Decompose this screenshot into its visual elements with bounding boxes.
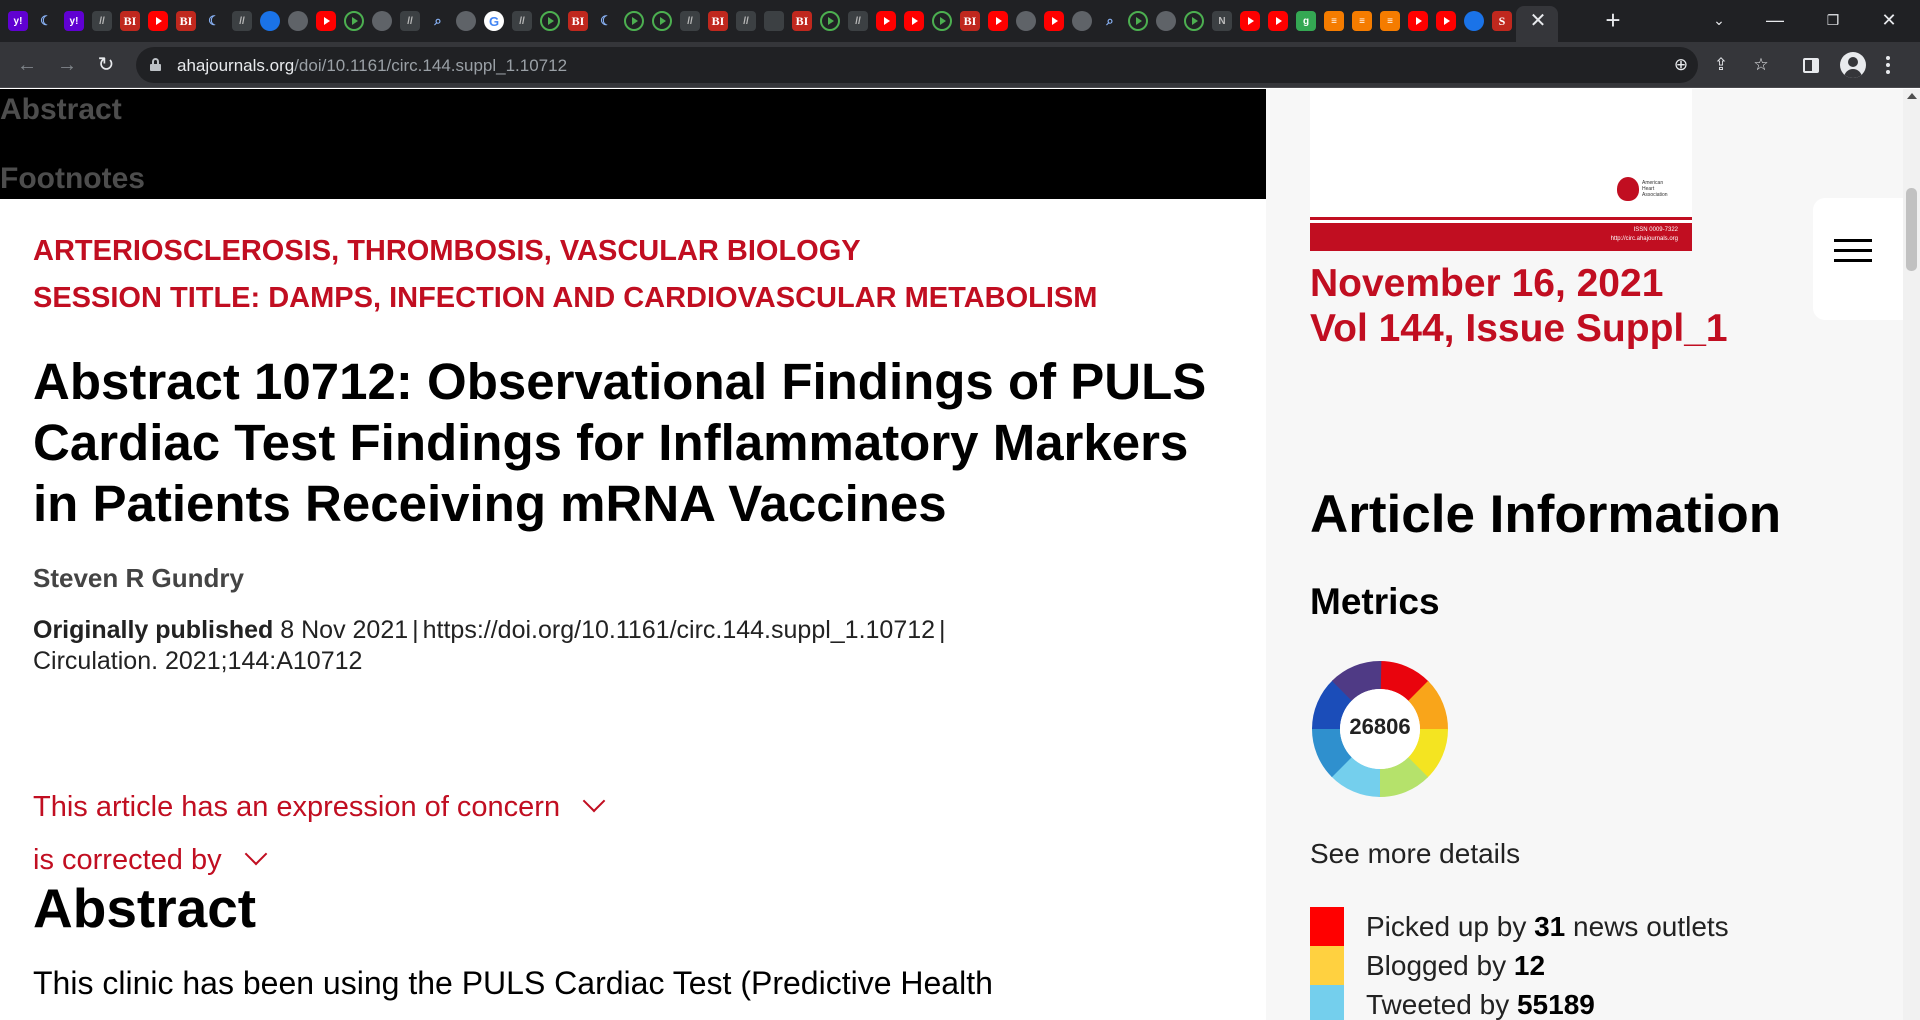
globe-icon[interactable] [288, 11, 308, 31]
youtube-icon[interactable] [148, 11, 168, 31]
address-bar[interactable] [136, 47, 1769, 83]
mention-label: Picked up by 31 news outlets [1366, 911, 1729, 942]
business-insider-icon[interactable]: BI [960, 11, 980, 31]
news-icon[interactable]: N [1212, 11, 1232, 31]
profile-avatar-icon[interactable] [1840, 52, 1866, 78]
youtube-icon[interactable] [876, 11, 896, 31]
chevron-down-icon [244, 843, 267, 866]
web-page [0, 89, 1920, 1020]
see-more-details-link[interactable]: See more details [1310, 838, 1521, 869]
close-window-icon[interactable]: ✕ [1881, 10, 1897, 30]
mention-color-swatch [1310, 946, 1344, 985]
zoom-icon[interactable]: ⊕ [1673, 55, 1689, 74]
journal-cover-image[interactable] [1310, 89, 1692, 251]
abstract-heading: Abstract [33, 877, 257, 939]
reload-button[interactable]: ↻ [97, 54, 115, 76]
microphone-icon[interactable] [1436, 11, 1456, 31]
aha-logo [1617, 177, 1675, 207]
mention-row[interactable] [1310, 907, 1830, 946]
microphone-icon[interactable] [1044, 11, 1064, 31]
active-tab-icon[interactable]: S [1492, 11, 1512, 31]
document-icon[interactable]: // [92, 11, 112, 31]
metrics-heading: Metrics [1310, 581, 1440, 622]
nav-link-abstract[interactable]: Abstract [0, 93, 122, 126]
mention-color-swatch [1310, 907, 1344, 946]
chat-icon[interactable] [1464, 11, 1484, 31]
document-icon[interactable]: // [400, 11, 420, 31]
business-insider-icon[interactable]: BI [568, 11, 588, 31]
mention-color-swatch [1310, 985, 1344, 1020]
business-insider-icon[interactable]: BI [176, 11, 196, 31]
document-icon[interactable]: // [680, 11, 700, 31]
play-icon[interactable] [652, 11, 672, 31]
separator: | [939, 616, 946, 644]
article-information-heading: Article Information [1310, 485, 1782, 544]
chevron-down-icon [583, 790, 606, 813]
play-icon[interactable] [820, 11, 840, 31]
citation: Circulation. 2021;144:A10712 [33, 647, 363, 675]
youtube-icon[interactable] [988, 11, 1008, 31]
document-icon[interactable]: // [512, 11, 532, 31]
url-text[interactable]: ahajournals.org/doi/10.1161/circ.144.suppl_1.10712 [177, 56, 568, 75]
separator: | [412, 616, 419, 644]
minimize-icon[interactable]: — [1766, 10, 1784, 30]
circulation-icon[interactable]: ☾ [40, 13, 52, 28]
altmetric-score: 26806 [1349, 714, 1411, 739]
globe-icon[interactable] [1016, 11, 1036, 31]
youtube-icon[interactable] [1408, 11, 1428, 31]
bookmark-icon[interactable]: ≡ [1352, 11, 1372, 31]
forward-button[interactable]: → [57, 54, 77, 76]
youtube-icon[interactable] [904, 11, 924, 31]
expression-of-concern-label: This article has an expression of concern [33, 791, 561, 823]
mention-label: Blogged by 12 [1366, 950, 1546, 981]
close-tab-icon[interactable]: ✕ [1529, 10, 1547, 32]
document-icon[interactable]: // [736, 11, 756, 31]
new-tab-button[interactable]: + [1605, 5, 1621, 35]
article-title: Abstract 10712: Observational Findings of PULS Cardiac Test Findings for Inflammatory Markers in Patients Receiving mRNA Vaccines [33, 353, 1207, 532]
play-icon[interactable] [1184, 11, 1204, 31]
document-icon[interactable]: // [848, 11, 868, 31]
scrollbar-thumb[interactable] [1906, 188, 1917, 271]
publication-info [33, 615, 1033, 677]
article-sidebar [1266, 89, 1903, 1020]
globe-icon[interactable] [1072, 11, 1092, 31]
side-panel-icon[interactable] [1803, 58, 1819, 73]
play-icon[interactable] [624, 11, 644, 31]
youtube-icon[interactable] [1240, 11, 1260, 31]
business-insider-icon[interactable]: BI [708, 11, 728, 31]
business-insider-icon[interactable]: BI [120, 11, 140, 31]
yahoo-icon[interactable]: y! [64, 11, 84, 31]
corrected-by-toggle[interactable] [33, 844, 264, 877]
article-section-nav [0, 89, 1266, 199]
mention-row[interactable] [1310, 946, 1830, 985]
scroll-up-arrow-icon[interactable] [1907, 93, 1917, 99]
search-icon[interactable]: ⌕ [1106, 13, 1114, 28]
play-icon[interactable] [932, 11, 952, 31]
play-icon[interactable] [1128, 11, 1148, 31]
mention-row[interactable] [1310, 985, 1830, 1020]
share-icon[interactable]: ⇪ [1713, 55, 1729, 74]
aha-logo-text: American Heart Association [1642, 180, 1668, 198]
document-icon[interactable]: // [232, 11, 252, 31]
cover-stripe [1310, 217, 1692, 220]
page-scrollbar[interactable] [1903, 89, 1920, 1020]
blank-icon[interactable] [764, 11, 784, 31]
google-icon[interactable]: G [484, 11, 504, 31]
doi-link[interactable]: https://doi.org/10.1161/circ.144.suppl_1.10712 [422, 616, 936, 644]
issue-volume: Vol 144, Issue Suppl_1 [1310, 307, 1728, 350]
category-heading[interactable]: ARTERIOSCLEROSIS, THROMBOSIS, VASCULAR BIOLOGY [33, 235, 861, 267]
bookmark-icon[interactable]: ≡ [1324, 11, 1344, 31]
bookmark-icon[interactable]: ≡ [1380, 11, 1400, 31]
goodreads-icon[interactable]: g [1296, 11, 1316, 31]
aha-heart-icon [1617, 177, 1639, 201]
nav-link-footnotes[interactable]: Footnotes [0, 162, 145, 195]
restore-icon[interactable]: ❐ [1826, 12, 1840, 28]
bookmark-star-icon[interactable]: ☆ [1753, 55, 1769, 74]
youtube-icon[interactable] [316, 11, 336, 31]
abstract-text: This clinic has been using the PULS Cardiac Test (Predictive Health [33, 965, 993, 1001]
lock-icon[interactable] [150, 58, 161, 71]
browser-tab-strip [0, 0, 1920, 42]
tab-favicon-list [8, 10, 1520, 32]
chrome-menu-icon[interactable] [1886, 56, 1892, 76]
hamburger-menu-button[interactable] [1813, 198, 1903, 320]
globe-icon[interactable] [456, 11, 476, 31]
circulation-icon[interactable]: ☾ [208, 13, 220, 28]
issue-date: November 16, 2021 [1310, 262, 1664, 305]
mention-label: Tweeted by 55189 [1366, 989, 1595, 1020]
yahoo-icon[interactable]: y! [8, 11, 28, 31]
expression-of-concern-toggle[interactable] [33, 791, 602, 824]
circulation-icon[interactable]: ☾ [600, 13, 612, 28]
business-insider-icon[interactable]: BI [792, 11, 812, 31]
play-icon[interactable] [344, 11, 364, 31]
cover-issn: ISSN 0009-7322 http://circ.ahajournals.org [1610, 227, 1678, 242]
session-title: SESSION TITLE: DAMPS, INFECTION AND CARDIOVASCULAR METABOLISM [33, 282, 1098, 314]
browser-toolbar [0, 42, 1920, 88]
back-button[interactable]: ← [17, 54, 37, 76]
published-label: Originally published [33, 616, 274, 644]
tab-search-icon[interactable]: ⌄ [1713, 12, 1725, 28]
author-name[interactable]: Steven R Gundry [33, 563, 244, 593]
corrected-by-label: is corrected by [33, 844, 222, 876]
globe-icon[interactable] [1156, 11, 1176, 31]
microphone-icon[interactable] [1268, 11, 1288, 31]
published-date: 8 Nov 2021 [280, 616, 409, 644]
globe-icon[interactable] [372, 11, 392, 31]
search-icon[interactable]: ⌕ [434, 13, 442, 28]
play-icon[interactable] [540, 11, 560, 31]
issue-info-link[interactable] [1310, 261, 1730, 351]
map-icon[interactable] [260, 11, 280, 31]
